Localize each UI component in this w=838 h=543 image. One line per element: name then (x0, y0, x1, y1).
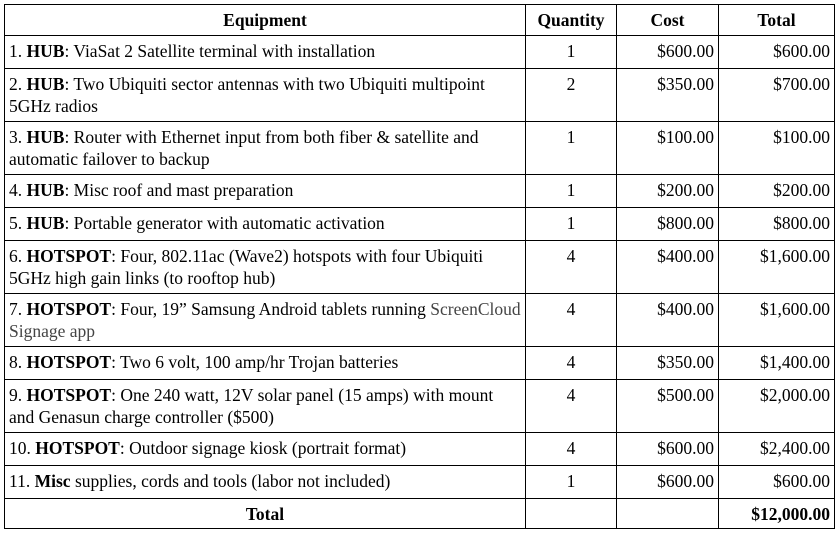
total-cell: $600.00 (719, 36, 835, 69)
quantity-cell: 1 (526, 466, 617, 499)
cost-cell: $500.00 (617, 380, 719, 433)
quantity-cell: 4 (526, 433, 617, 466)
equipment-cell: 8. HOTSPOT: Two 6 volt, 100 amp/hr Trojan batteries (5, 347, 526, 380)
total-cell: $1,600.00 (719, 294, 835, 347)
table-row (5, 241, 835, 294)
total-row (5, 499, 835, 529)
header-equipment: Equipment (5, 5, 526, 36)
equipment-table-container (4, 4, 834, 529)
total-cell: $2,000.00 (719, 380, 835, 433)
cost-cell: $600.00 (617, 433, 719, 466)
total-cell: $800.00 (719, 208, 835, 241)
equipment-cell: 9. HOTSPOT: One 240 watt, 12V solar panel (15 amps) with mount and Genasun charge controller ($500) (5, 380, 526, 433)
total-cell: $100.00 (719, 122, 835, 175)
table-row (5, 433, 835, 466)
table-row (5, 294, 835, 347)
cost-cell: $350.00 (617, 69, 719, 122)
total-cell: $1,600.00 (719, 241, 835, 294)
equipment-cell: 5. HUB: Portable generator with automatic activation (5, 208, 526, 241)
header-quantity: Quantity (526, 5, 617, 36)
cost-cell: $400.00 (617, 294, 719, 347)
cost-cell: $600.00 (617, 466, 719, 499)
table-row (5, 347, 835, 380)
equipment-cell: 10. HOTSPOT: Outdoor signage kiosk (portrait format) (5, 433, 526, 466)
table-row (5, 175, 835, 208)
quantity-cell: 4 (526, 347, 617, 380)
header-cost: Cost (617, 5, 719, 36)
cost-cell: $600.00 (617, 36, 719, 69)
table-row (5, 69, 835, 122)
quantity-cell: 1 (526, 36, 617, 69)
grand-total-value: $12,000.00 (719, 499, 835, 529)
cost-cell: $200.00 (617, 175, 719, 208)
cost-cell: $350.00 (617, 347, 719, 380)
total-cost-cell (617, 499, 719, 529)
quantity-cell: 1 (526, 175, 617, 208)
total-cell: $600.00 (719, 466, 835, 499)
equipment-cell: 4. HUB: Misc roof and mast preparation (5, 175, 526, 208)
table-row (5, 466, 835, 499)
quantity-cell: 1 (526, 122, 617, 175)
header-row (5, 5, 835, 36)
quantity-cell: 4 (526, 241, 617, 294)
table-row (5, 122, 835, 175)
quantity-cell: 4 (526, 380, 617, 433)
equipment-cell: 11. Misc supplies, cords and tools (labor not included) (5, 466, 526, 499)
total-cell: $2,400.00 (719, 433, 835, 466)
equipment-cell: 6. HOTSPOT: Four, 802.11ac (Wave2) hotspots with four Ubiquiti 5GHz high gain links (to rooftop hub) (5, 241, 526, 294)
quantity-cell: 2 (526, 69, 617, 122)
quantity-cell: 1 (526, 208, 617, 241)
cost-cell: $800.00 (617, 208, 719, 241)
cost-cell: $100.00 (617, 122, 719, 175)
cost-cell: $400.00 (617, 241, 719, 294)
equipment-cell: 3. HUB: Router with Ethernet input from both fiber & satellite and automatic failover to backup (5, 122, 526, 175)
equipment-cell: 7. HOTSPOT: Four, 19” Samsung Android tablets running ScreenCloud Signage app (5, 294, 526, 347)
total-quantity-cell (526, 499, 617, 529)
total-cell: $700.00 (719, 69, 835, 122)
equipment-cell: 1. HUB: ViaSat 2 Satellite terminal with installation (5, 36, 526, 69)
equipment-cost-table (4, 4, 835, 529)
total-cell: $200.00 (719, 175, 835, 208)
equipment-cell: 2. HUB: Two Ubiquiti sector antennas with two Ubiquiti multipoint 5GHz radios (5, 69, 526, 122)
table-row (5, 208, 835, 241)
header-total: Total (719, 5, 835, 36)
quantity-cell: 4 (526, 294, 617, 347)
total-label: Total (5, 499, 526, 529)
table-row (5, 380, 835, 433)
total-cell: $1,400.00 (719, 347, 835, 380)
table-row (5, 36, 835, 69)
